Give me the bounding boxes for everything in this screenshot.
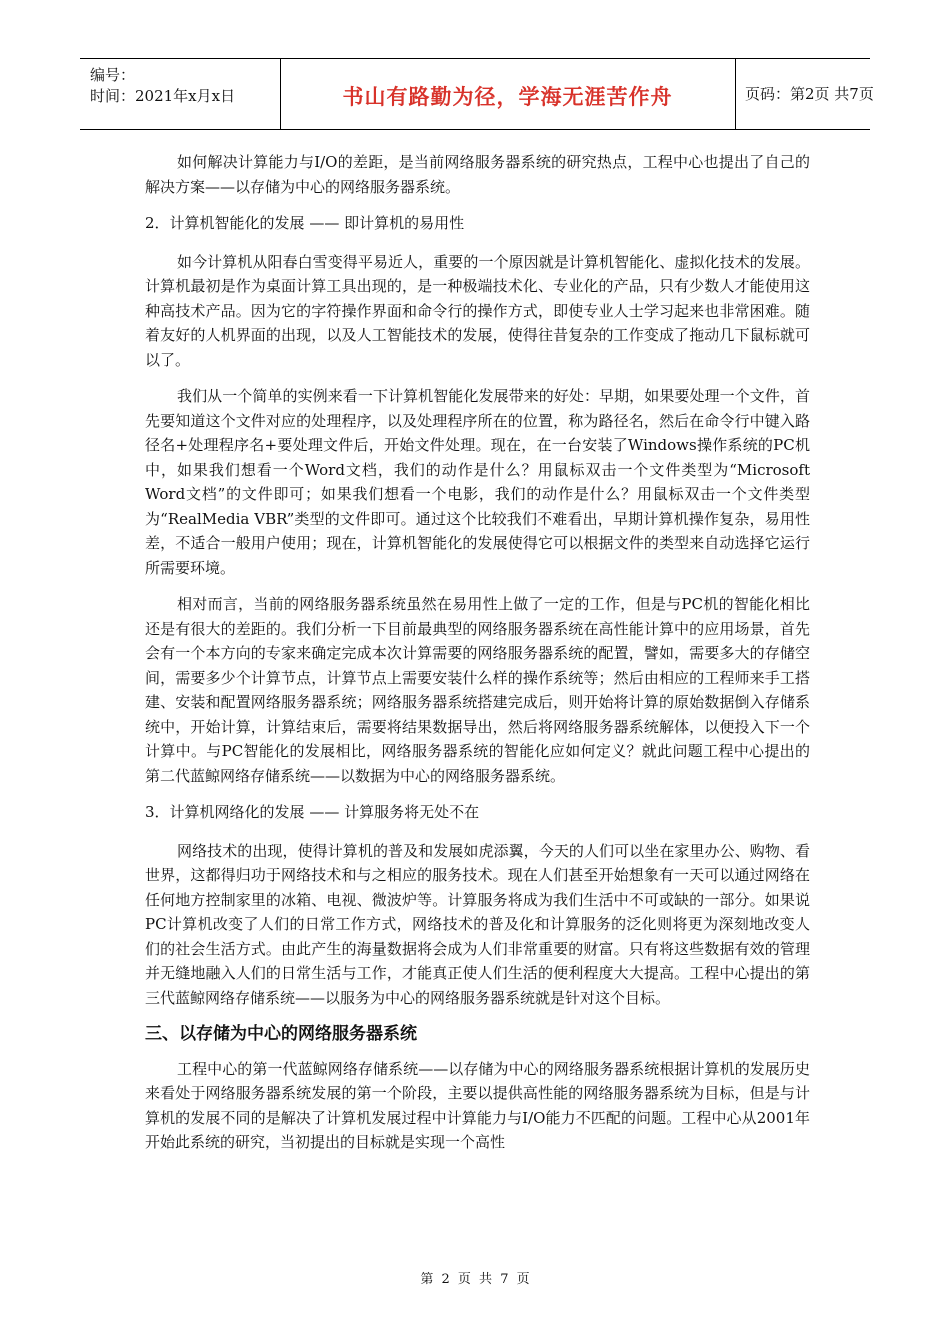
header-meta — [80, 59, 281, 129]
paragraph: 如何解决计算能力与I/O的差距，是当前网络服务器系统的研究热点，工程中心也提出了自己的解决方案——以存储为中心的网络服务器系统。 — [145, 153, 810, 196]
header-page-cell — [735, 59, 874, 129]
paragraph: 相对而言，当前的网络服务器系统虽然在易用性上做了一定的工作，但是与PC机的智能化相比还是有很大的差距的。我们分析一下目前最典型的网络服务器系统在高性能计算中的应用场景，首先会有一个本方向的专家来确定完成本次计算需要的网络服务器系统的配置，譬如，需要多大的存储空间，需要多少个计算节点，计算节点上需要安装什么样的操作系统等；然后由相应的工程师来手工搭建、安装和配置网络服务器系统；网络服务器系统搭建完成后，则开始将计算的原始数据倒入存储系统中，开始计算，计算结束后，需要将结果数据导出，然后将网络服务器系统解体，以便投入下一个计算中。与PC智能化的发展相比，网络服务器系统的智能化应如何定义？就此问题工程中心提出的第二代蓝鲸网络存储系统——以数据为中心的网络服务器系统。 — [145, 595, 810, 785]
page-header — [80, 58, 874, 130]
header-motto-cell — [280, 59, 736, 129]
header-page-info: 页码：第2页 共7页 — [745, 85, 874, 103]
paragraph: 网络技术的出现，使得计算机的普及和发展如虎添翼，今天的人们可以坐在家里办公、购物、看世界，这都得归功于网络技术和与之相应的服务技术。现在人们甚至开始想象有一天可以通过网络在任何地方控制家里的冰箱、电视、微波炉等。计算服务将成为我们生活中不可或缺的一部分。如果说PC计算机改变了人们的日常工作方式，网络技术的普及化和计算服务的泛化则将更为深刻地改变人们的社会生活方式。由此产生的海量数据将会成为人们非常重要的财富。只有将这些数据有效的管理并无缝地融入人们的日常生活与工作，才能真正使人们生活的便利程度大大提高。工程中心提出的第三代蓝鲸网络存储系统——以服务为中心的网络服务器系统就是针对这个目标。 — [145, 841, 810, 1007]
subsection-heading: 3．计算机网络化的发展 —— 计算服务将无处不在 — [145, 803, 480, 821]
paragraph: 工程中心的第一代蓝鲸网络存储系统——以存储为中心的网络服务器系统根据计算机的发展历史来看处于网络服务器系统发展的第一个阶段，主要以提供高性能的网络服务器系统为目标，但是与计算机的发展不同的是解决了计算机发展过程中计算能力与I/O能力不匹配的问题。工程中心从2001年开始此系统的研究，当初提出的目标就是实现一个高性 — [145, 1059, 810, 1151]
document-date: 时间：2021年x月x日 — [90, 87, 236, 105]
section-heading: 三、以存储为中心的网络服务器系统 — [145, 1024, 417, 1044]
page-footer: 第 2 页 共 7 页 — [420, 1272, 530, 1287]
header-motto: 书山有路勤为径，学海无涯苦作舟 — [342, 85, 673, 109]
paragraph: 如今计算机从阳春白雪变得平易近人，重要的一个原因就是计算机智能化、虚拟化技术的发展。计算机最初是作为桌面计算工具出现的，是一种极端技术化、专业化的产品，只有少数人才能使用这种高技术产品。因为它的字符操作界面和命令行的操作方式，即使专业人士学习起来也非常困难。随着友好的人机界面的出现，以及人工智能技术的发展，使得往昔复杂的工作变成了拖动几下鼠标就可以了。 — [145, 252, 810, 369]
document-number-label: 编号： — [90, 66, 136, 84]
subsection-heading: 2．计算机智能化的发展 —— 即计算机的易用性 — [145, 214, 465, 232]
document-body — [145, 150, 810, 1167]
paragraph: 我们从一个简单的实例来看一下计算机智能化发展带来的好处：早期，如果要处理一个文件，首先要知道这个文件对应的处理程序，以及处理程序所在的位置，称为路径名，然后在命令行中键入路径名+处理程序名+要处理文件后，开始文件处理。现在，在一台安装了Windows操作系统的PC机中，如果我们想看一个Word文档，我们的动作是什么？用鼠标双击一个文件类型为“Microsoft Word文档”的文件即可；如果我们想看一个电影，我们的动作是什么？用鼠标双击一个文件类型为“RealMedia VBR”类型的文件即可。通过这个比较我们不难看出，早期计算机操作复杂，易用性差，不适合一般用户使用；现在，计算机智能化的发展使得它可以根据文件的类型来自动选择它运行所需要环境。 — [145, 387, 810, 577]
